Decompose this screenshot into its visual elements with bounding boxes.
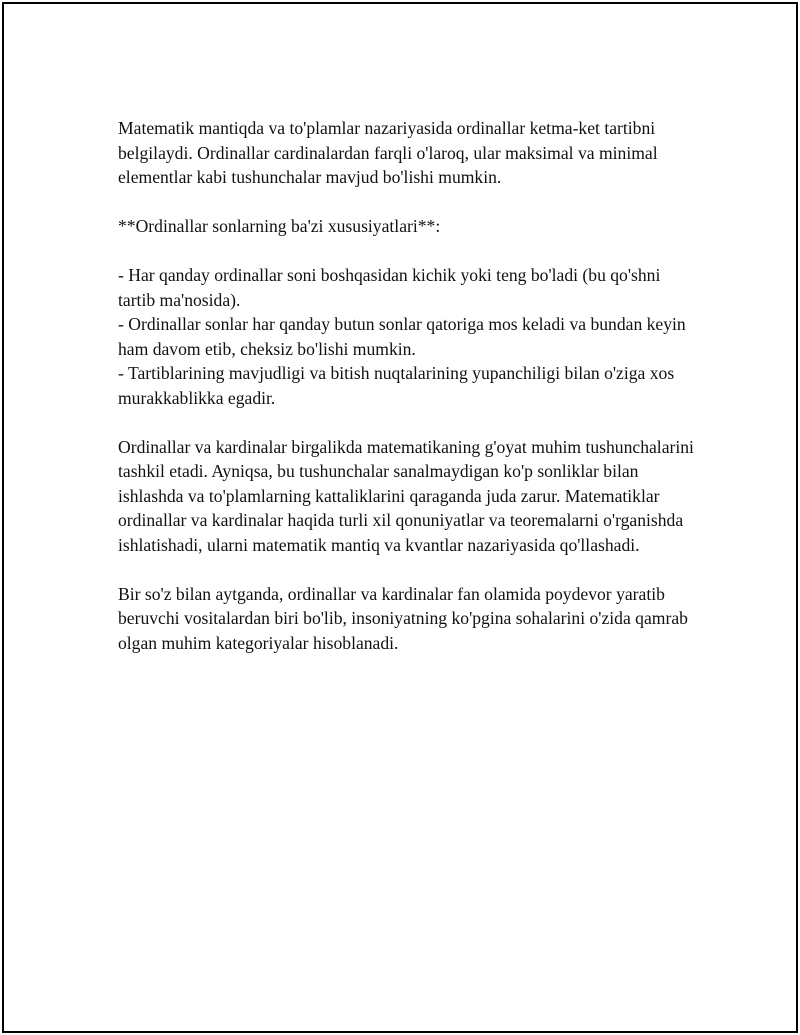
document-body xyxy=(118,116,698,655)
list-item: - Ordinallar sonlar har qanday butun sonlar qatoriga mos keladi va bundan keyin ham davom etib, cheksiz bo'lishi mumkin. xyxy=(118,314,686,359)
list-item: - Har qanday ordinallar soni boshqasidan kichik yoki teng bo'ladi (bu qo'shni tartib ma'nosida). xyxy=(118,265,661,310)
list-item: - Tartiblarining mavjudligi va bitish nuqtalarining yupanchiligi bilan o'ziga xos murakkablikka egadir. xyxy=(118,363,675,408)
section-heading: **Ordinallar sonlarning ba'zi xususiyatlari**: xyxy=(118,216,441,236)
intro-paragraph: Matematik mantiqda va to'plamlar nazariyasida ordinallar ketma-ket tartibni belgilaydi. Ordinallar cardinalardan farqli o'laroq, ular maksimal va minimal elementlar kabi tushunchalar mavjud bo'lishi mumkin. xyxy=(118,118,658,187)
body-paragraph: Ordinallar va kardinalar birgalikda matematikaning g'oyat muhim tushunchalarini tashkil etadi. Ayniqsa, bu tushunchalar sanalmaydigan ko'p sonliklar bilan ishlashda va to'plamlarning kattaliklarini qaraganda juda zarur. Matematiklar ordinallar va kardinalar haqida turli xil qonuniyatlar va teoremalarni o'rganishda ishlatishadi, ularni matematik mantiq va kvantlar nazariyasida qo'llashadi. xyxy=(118,436,694,555)
conclusion-paragraph: Bir so'z bilan aytganda, ordinallar va kardinalar fan olamida poydevor yaratib beruvchi vositalardan biri bo'lib, insoniyatning ko'pgina sohalarini o'zida qamrab olgan muhim kategoriyalar hisoblanadi. xyxy=(118,583,688,653)
